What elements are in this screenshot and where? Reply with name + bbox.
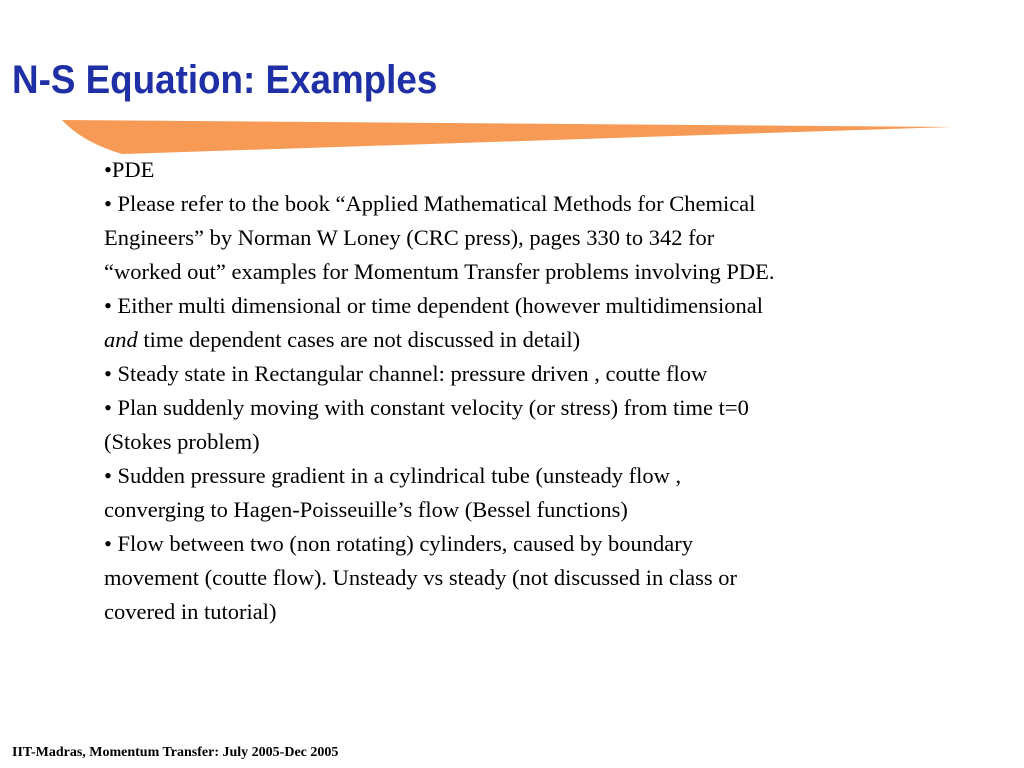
- bullet-book-reference-line-1: • Please refer to the book “Applied Mathematical Methods for Chemical: [104, 191, 756, 216]
- bullet-stokes-line-1: • Plan suddenly moving with constant velocity (or stress) from time t=0: [104, 395, 749, 420]
- slide-body: [104, 153, 984, 629]
- bullet-cylinders-line-1: • Flow between two (non rotating) cylinders, caused by boundary: [104, 531, 693, 556]
- bullet-sudden-pressure-line-1: • Sudden pressure gradient in a cylindrical tube (unsteady flow ,: [104, 463, 682, 488]
- bullet-book-reference-line-2: Engineers” by Norman W Loney (CRC press), pages 330 to 342 for: [104, 225, 715, 250]
- slide-footer: IIT-Madras, Momentum Transfer: July 2005-Dec 2005: [12, 745, 339, 760]
- swoosh-shape: [62, 120, 952, 154]
- bullet-cylinders-line-3: covered in tutorial): [104, 599, 277, 624]
- bullet-sudden-pressure-line-2: converging to Hagen-Poisseuille’s flow (Bessel functions): [104, 497, 628, 522]
- bullet-multidimensional-line-2: [104, 323, 984, 357]
- bullet-stokes-line-2: (Stokes problem): [104, 429, 260, 454]
- multidimensional-line-2-rest: time dependent cases are not discussed in detail): [137, 327, 581, 352]
- bullet-book-reference-line-3: “worked out” examples for Momentum Transfer problems involving PDE.: [104, 259, 775, 284]
- emphasis-and: and: [104, 327, 138, 352]
- slide-title: N-S Equation: Examples: [12, 58, 438, 102]
- bullet-multidimensional-line-1: • Either multi dimensional or time dependent (however multidimensional: [104, 293, 763, 318]
- bullet-pde: •PDE: [104, 157, 155, 182]
- bullet-steady-state: • Steady state in Rectangular channel: pressure driven , coutte flow: [104, 361, 708, 386]
- bullet-cylinders-line-2: movement (coutte flow). Unsteady vs steady (not discussed in class or: [104, 565, 737, 590]
